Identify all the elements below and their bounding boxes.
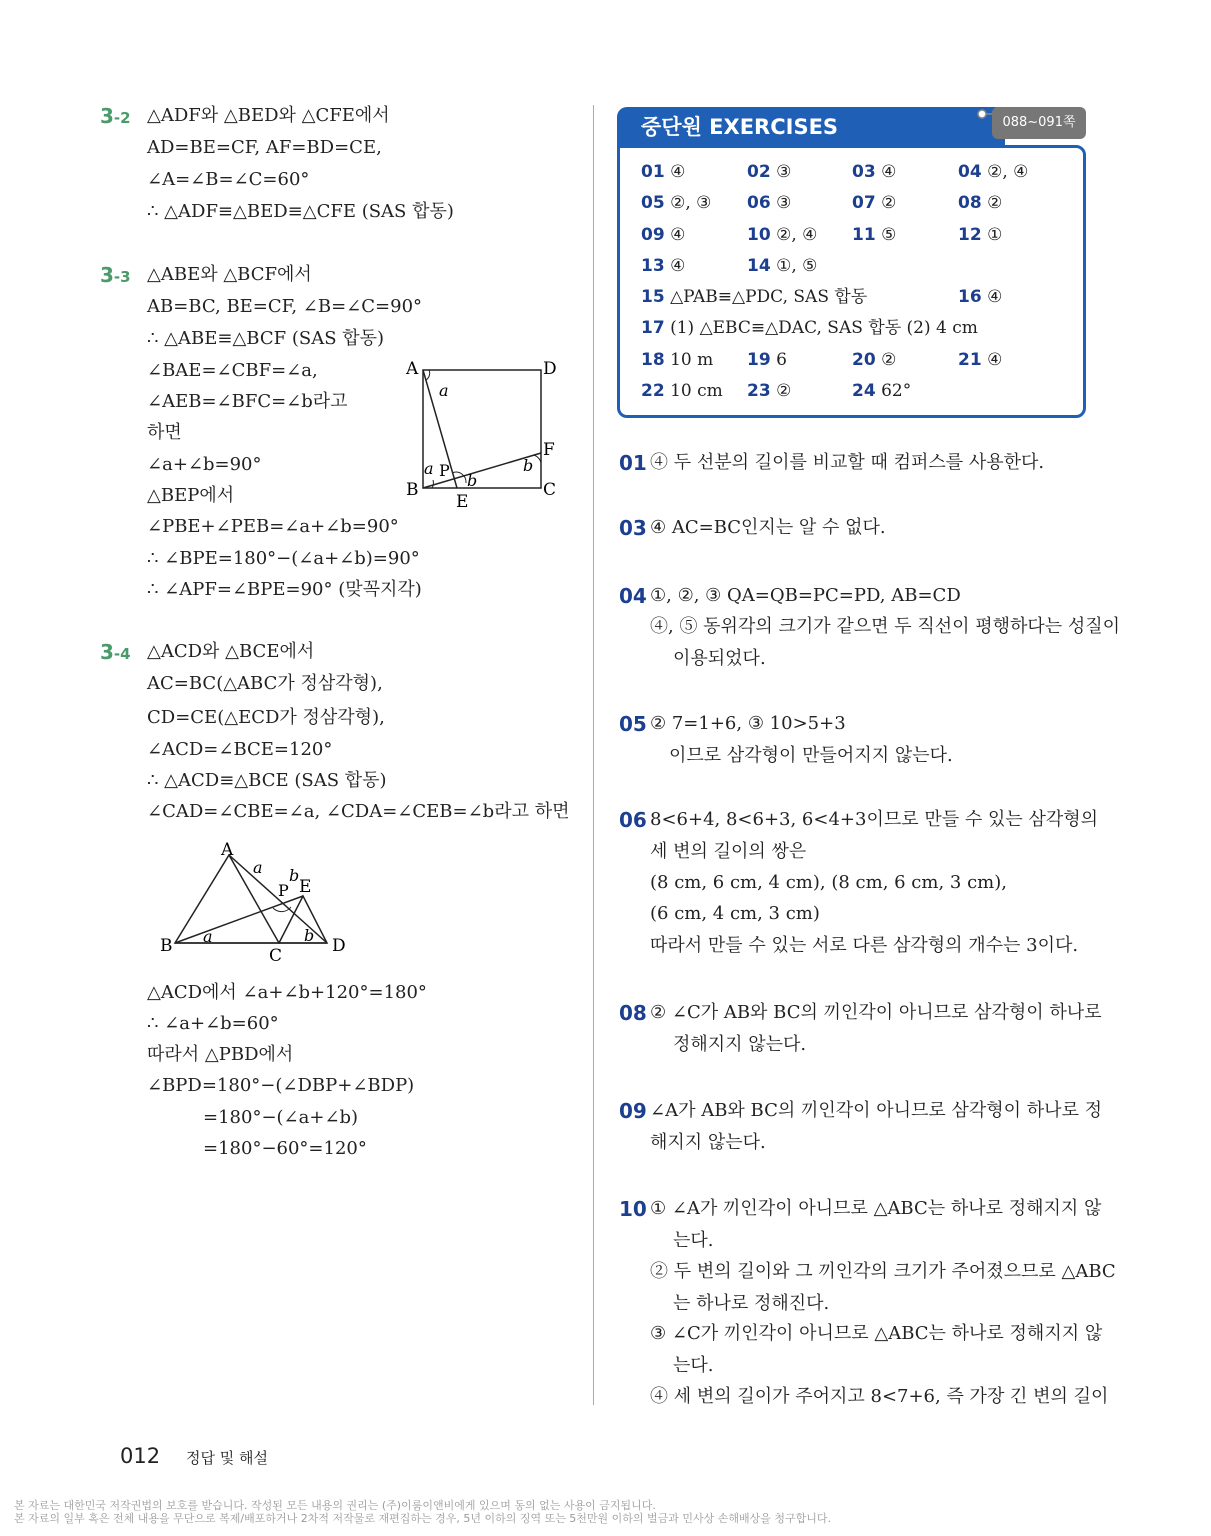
copyright-notice: 본 자료의 일부 혹은 전체 내용을 무단으로 복제/배포하거나 2차적 저작물로 재편집하는 경우, 5년 이하의 징역 또는 5천만원 이하의 벌금과 민사상 손해배상을 청구합니다.	[14, 1512, 832, 1525]
point-label-B: B	[160, 936, 173, 956]
text-line: △BEP에서	[147, 485, 235, 506]
text-line: AB=BC, BE=CF, ∠B=∠C=90°	[147, 296, 423, 317]
point-label-P: P	[439, 461, 450, 480]
text-line: ∴ ∠APF=∠BPE=90° (맞꼭지각)	[147, 579, 422, 600]
text-line: 해지지 않는다.	[650, 1132, 766, 1153]
text-line: ③ ∠C가 끼인각이 아니므로 △ABC는 하나로 정해지지 않	[650, 1323, 1103, 1344]
text-line: CD=CE(△ECD가 정삼각형),	[147, 707, 385, 728]
text-line: ∴ △ACD≡△BCE (SAS 합동)	[147, 770, 387, 791]
text-line: ∠BAE=∠CBF=∠a,	[147, 360, 318, 381]
point-label-P: P	[278, 881, 289, 900]
text-line: △ACD와 △BCE에서	[147, 641, 315, 662]
text-line: ①, ②, ③ QA=QB=PC=PD, AB=CD	[650, 585, 961, 606]
text-line: (8 cm, 6 cm, 4 cm), (8 cm, 6 cm, 3 cm),	[650, 872, 1007, 893]
answer-cell: 22 10 cm	[641, 381, 723, 401]
answer-cell: 20 ②	[852, 350, 897, 370]
text-line: ∠ACD=∠BCE=120°	[147, 739, 333, 760]
text-line: 이용되었다.	[673, 648, 766, 669]
text-line: ② ∠C가 AB와 BC의 끼인각이 아니므로 삼각형이 하나로	[650, 1002, 1102, 1023]
solution-number: 01	[619, 451, 647, 475]
problem-subnumber: -2	[113, 109, 131, 127]
text-line: 는다.	[673, 1355, 714, 1376]
footer-title: 정답 및 해설	[186, 1449, 268, 1467]
answer-cell: 21 ④	[958, 350, 1003, 370]
angle-label-b: b	[467, 471, 478, 490]
answer-cell: 17 (1) △EBC≡△DAC, SAS 합동 (2) 4 cm	[641, 318, 978, 338]
text-line: ④ 두 선분의 길이를 비교할 때 컴퍼스를 사용한다.	[650, 452, 1045, 473]
text-line: 따라서 만들 수 있는 서로 다른 삼각형의 개수는 3이다.	[650, 935, 1079, 956]
answer-cell: 14 ①, ⑤	[747, 256, 818, 276]
text-line: (6 cm, 4 cm, 3 cm)	[650, 903, 820, 924]
answer-cell: 10 ②, ④	[747, 225, 818, 245]
text-line: △ACD에서 ∠a+∠b+120°=180°	[147, 982, 427, 1003]
point-label-D: D	[543, 359, 557, 379]
text-line: 따라서 △PBD에서	[147, 1044, 294, 1065]
angle-label-a: a	[203, 927, 213, 946]
point-label-B: B	[406, 480, 419, 500]
answer-cell: 15 △PAB≡△PDC, SAS 합동	[641, 287, 868, 307]
answer-cell: 08 ②	[958, 193, 1003, 213]
text-line: 는다.	[673, 1230, 714, 1251]
text-line: ∠A가 AB와 BC의 끼인각이 아니므로 삼각형이 하나로 정	[650, 1100, 1103, 1121]
point-label-C: C	[269, 946, 283, 965]
point-label-F: F	[543, 440, 555, 460]
answer-grid	[617, 145, 1086, 418]
copyright-notice: 본 자료는 대한민국 저작권법의 보호를 받습니다. 작성된 모든 내용의 권리는 (주)이룸이앤비에게 있으며 동의 없는 사용이 금지됩니다.	[14, 1499, 656, 1512]
answer-cell: 01 ④	[641, 162, 686, 182]
text-line: ∴ △ABE≡△BCF (SAS 합동)	[147, 328, 385, 349]
point-label-C: C	[543, 480, 557, 500]
answer-cell: 09 ④	[641, 225, 686, 245]
text-line: ∠A=∠B=∠C=60°	[147, 169, 310, 190]
solution-number: 04	[619, 584, 647, 608]
solution-number: 06	[619, 808, 647, 832]
text-line: 는 하나로 정해진다.	[673, 1293, 830, 1314]
problem-subnumber: -3	[113, 268, 131, 286]
angle-label-a: a	[439, 381, 449, 400]
text-line: ∠PBE+∠PEB=∠a+∠b=90°	[147, 516, 399, 537]
page-range-badge: 088~091쪽	[992, 107, 1086, 139]
problem-number: 3	[100, 104, 114, 128]
angle-label-b: b	[523, 456, 534, 475]
answer-cell: 03 ④	[852, 162, 897, 182]
answer-cell: 07 ②	[852, 193, 897, 213]
text-line: 8<6+4, 8<6+3, 6<4+3이므로 만들 수 있는 삼각형의	[650, 809, 1098, 830]
text-line: ④ AC=BC인지는 알 수 없다.	[650, 517, 886, 538]
triangle-figure	[155, 835, 355, 965]
text-line: △ABE와 △BCF에서	[147, 264, 312, 285]
angle-label-b: b	[304, 926, 315, 945]
text-line: =180°−(∠a+∠b)	[203, 1107, 359, 1128]
text-line: AC=BC(△ABC가 정삼각형),	[147, 673, 383, 694]
text-line: 정해지지 않는다.	[673, 1034, 807, 1055]
text-line: AD=BE=CF, AF=BD=CE,	[147, 137, 382, 158]
text-line: 세 변의 길이의 쌍은	[650, 841, 807, 862]
answer-cell: 02 ③	[747, 162, 792, 182]
text-line: ∠AEB=∠BFC=∠b라고	[147, 391, 348, 412]
angle-label-b: b	[289, 866, 300, 885]
solution-number: 08	[619, 1001, 647, 1025]
text-line: ∴ ∠a+∠b=60°	[147, 1013, 279, 1034]
answer-cell: 23 ②	[747, 381, 792, 401]
text-line: ④ 세 변의 길이가 주어지고 8<7+6, 즉 가장 긴 변의 길이	[650, 1386, 1109, 1407]
text-line: ∴ △ADF≡△BED≡△CFE (SAS 합동)	[147, 201, 454, 222]
problem-subnumber: -4	[113, 645, 131, 663]
text-line: ∴ ∠BPE=180°−(∠a+∠b)=90°	[147, 548, 420, 569]
text-line: ② 7=1+6, ③ 10>5+3	[650, 713, 846, 734]
solution-number: 05	[619, 712, 647, 736]
answer-cell: 06 ③	[747, 193, 792, 213]
solution-number: 10	[619, 1197, 647, 1221]
answer-cell: 04 ②, ④	[958, 162, 1029, 182]
point-label-E: E	[299, 877, 312, 897]
exercises-title: 중단원 EXERCISES	[617, 107, 1005, 147]
answer-cell: 18 10 m	[641, 350, 714, 370]
text-line: 하면	[147, 422, 182, 443]
solution-number: 03	[619, 516, 647, 540]
square-figure	[400, 355, 565, 510]
angle-label-a: a	[253, 858, 263, 877]
text-line: ∠BPD=180°−(∠DBP+∠BDP)	[147, 1075, 415, 1096]
point-label-A: A	[221, 840, 234, 860]
text-line: ① ∠A가 끼인각이 아니므로 △ABC는 하나로 정해지지 않	[650, 1198, 1102, 1219]
column-divider	[593, 105, 594, 1405]
text-line: 이므로 삼각형이 만들어지지 않는다.	[669, 745, 953, 766]
text-line: =180°−60°=120°	[203, 1138, 367, 1159]
point-label-A: A	[406, 359, 419, 379]
angle-label-a: a	[424, 459, 434, 478]
solution-number: 09	[619, 1099, 647, 1123]
page-number: 012	[120, 1444, 161, 1468]
text-line: ② 두 변의 길이와 그 끼인각의 크기가 주어졌으므로 △ABC	[650, 1261, 1116, 1282]
answer-cell: 05 ②, ③	[641, 193, 712, 213]
text-line: ∠a+∠b=90°	[147, 454, 262, 475]
problem-number: 3	[100, 263, 114, 287]
problem-number: 3	[100, 640, 114, 664]
answer-cell: 13 ④	[641, 256, 686, 276]
text-line: △ADF와 △BED와 △CFE에서	[147, 105, 390, 126]
answer-cell: 12 ①	[958, 225, 1003, 245]
point-label-E: E	[456, 492, 469, 510]
answer-cell: 19 6	[747, 350, 787, 370]
answer-cell: 24 62°	[852, 381, 912, 401]
point-label-D: D	[332, 936, 346, 956]
text-line: ④, ⑤ 동위각의 크기가 같으면 두 직선이 평행하다는 성질이	[650, 616, 1121, 637]
answer-cell: 16 ④	[958, 287, 1003, 307]
text-line: ∠CAD=∠CBE=∠a, ∠CDA=∠CEB=∠b라고 하면	[147, 801, 570, 822]
answer-cell: 11 ⑤	[852, 225, 897, 245]
